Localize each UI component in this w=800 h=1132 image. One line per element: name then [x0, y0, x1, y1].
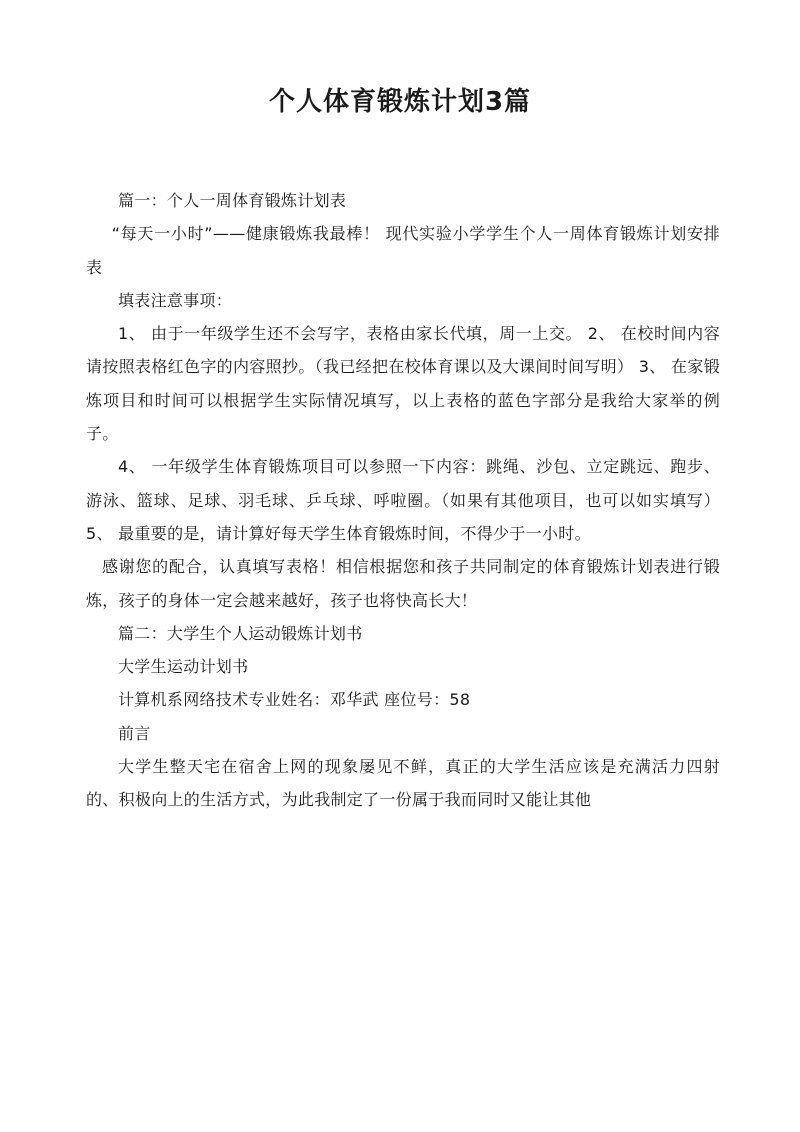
section-heading-1: 篇一：个人一周体育锻炼计划表 — [118, 191, 347, 210]
paragraph-preface-text: 大学生整天宅在宿舍上网的现象屡见不鲜，真正的大学生活应该是充满活力四射的、积极向上的生活方式，为此我制定了一份属于我而同时又能让其他 — [86, 757, 720, 810]
paragraph-thanks: 感谢您的配合，认真填写表格！相信根据您和孩子共同制定的体育锻炼计划表进行锻炼，孩子的身体一定会越来越好，孩子也将快高长大！ — [86, 557, 720, 610]
paragraph-notes-1-3: 1、 由于一年级学生还不会写字，表格由家长代填，周一上交。 2、 在校时间内容请按照表格红色字的内容照抄。（我已经把在校体育课以及大课间时间写明） 3、 在家锻炼项目和时间可以根据学生实际情况填写，以上表格的蓝色字部分是我给大家举的例子。 — [86, 324, 720, 444]
paragraph-author-info: 计算机系网络技术专业姓名：邓华武 座位号：58 — [118, 690, 471, 710]
paragraph-notes-heading: 填表注意事项： — [118, 290, 233, 310]
document-body — [86, 184, 720, 817]
section-heading-2: 篇二：大学生个人运动锻炼计划书 — [118, 623, 363, 643]
paragraph-plan-title: 大学生运动计划书 — [118, 657, 249, 677]
paragraph-preface-heading: 前言 — [118, 723, 151, 743]
paragraph-notes-4-5: 4、 一年级学生体育锻炼项目可以参照一下内容：跳绳、沙包、立定跳远、跑步、游泳、篮球、足球、羽毛球、乒乓球、呼啦圈。（如果有其他项目，也可以如实填写） 5、 最重要的是，请计算好每天学生体育锻炼时间，不得少于一小时。 — [86, 457, 720, 543]
paragraph-slogan: “每天一小时”——健康锻炼我最棒！ 现代实验小学学生个人一周体育锻炼计划安排表 — [86, 224, 720, 277]
document-title: 个人体育锻炼计划3篇 — [268, 87, 532, 117]
